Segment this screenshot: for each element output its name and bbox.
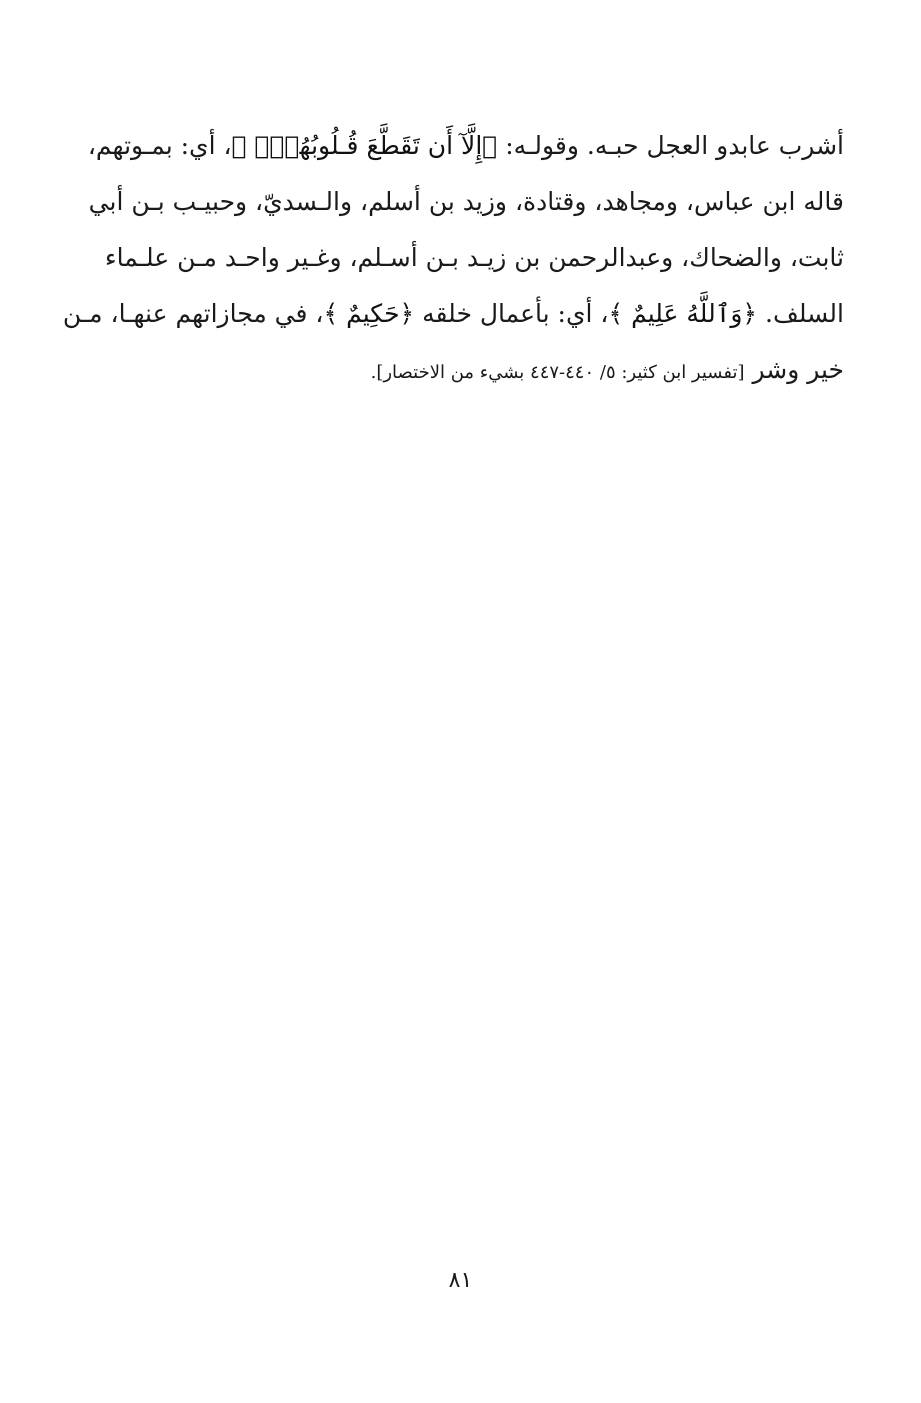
quran-verse: ﴿وَٱللَّهُ عَلِيمٌ ﴾: [608, 299, 758, 328]
text-line-2: قاله ابن عباس، ومجاهد، وقتادة، وزيد بن أسلم، والـسديّ، وحبيـب بـن أبي: [88, 187, 844, 216]
text-segment: خير وشر: [744, 355, 844, 384]
text-segment: ، أي: بأعمال خلقه: [414, 299, 609, 328]
body-text: [62, 118, 844, 398]
text-line-1: [87, 118, 844, 174]
page-number: ٨١: [448, 1268, 473, 1293]
text-segment: ، في مجازاتهم عنهـا، مـن: [62, 299, 324, 328]
text-segment: السلف.: [757, 299, 844, 328]
text-line-5: [110, 342, 844, 398]
text-segment: ، أي: بمـوتهم،: [87, 131, 232, 160]
source-citation: [تفسير ابن كثير: ٥/ ٤٤٠-٤٤٧ بشيء من الاختصار].: [370, 362, 745, 383]
text-segment: أشرب عابدو العجل حبـه. وقولـه:: [497, 131, 844, 160]
text-line-4: [62, 286, 844, 342]
text-line-3: ثابت، والضحاك، وعبدالرحمن بن زيـد بـن أسـلم، وغـير واحـد مـن علـماء: [104, 243, 844, 272]
quran-verse: ﴿حَكِيمٌ ﴾: [323, 299, 415, 328]
quran-verse: ﴿إِلَّآ أَن تَقَطَّعَ قُـلُوبُهُمۡۗ ﴾: [231, 131, 498, 160]
